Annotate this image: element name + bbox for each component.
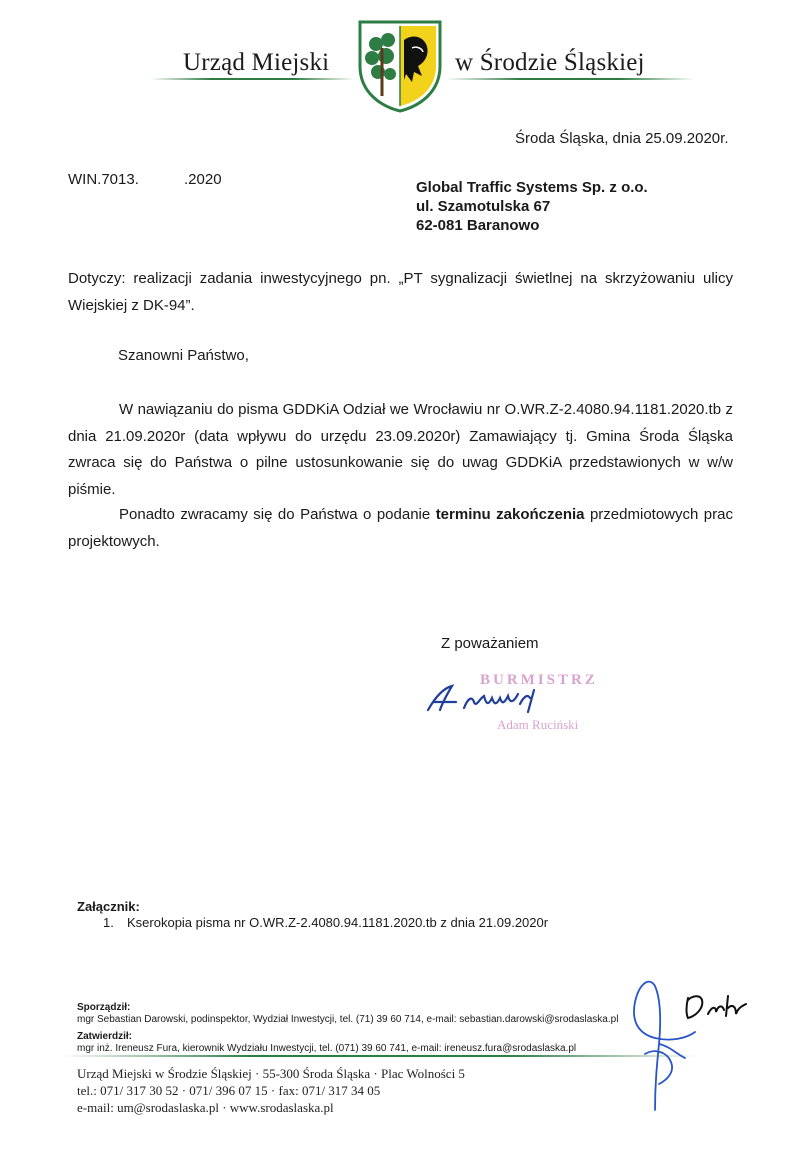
approver-signature-icon [615, 974, 705, 1114]
body-paragraph-2 [68, 502, 733, 555]
attachment-heading: Załącznik: [77, 899, 140, 914]
mayor-signature-icon [424, 682, 584, 716]
recipient-street: ul. Szamotulska 67 [416, 198, 551, 215]
footer-address [77, 1065, 465, 1116]
footer-line-3: e-mail: um@srodaslaska.pl · www.srodaslaska.pl [77, 1100, 334, 1115]
reference-prefix: WIN.7013. [68, 171, 139, 188]
recipient-city: 62-081 Baranowo [416, 217, 540, 234]
coat-of-arms-icon [356, 18, 444, 113]
footer-line-2: tel.: 071/ 317 30 52 · 071/ 396 07 15 · fax: 071/ 317 34 05 [77, 1083, 381, 1098]
recipient-address [416, 178, 648, 235]
office-name-right: w Środzie Śląskiej [455, 49, 645, 76]
approved-text: mgr inż. Ireneusz Fura, kierownik Wydziału Inwestycji, tel. (071) 39 60 741, e-mail: ireneusz.fura@srodaslaska.pl [77, 1043, 577, 1054]
subject-line-1: Dotyczy: realizacji zadania inwestycyjnego pn. „PT sygnalizacji świetlnej na skrzyżowaniu ulicy [68, 270, 733, 287]
paragraph-2-text: Ponadto zwracamy się do Państwa o podanie [119, 506, 436, 523]
body-paragraph-1: W nawiązaniu do pisma GDDKiA Odział we Wrocławiu nr O.WR.Z-2.4080.94.1181.2020.tb z dnia 21.09.2020r (data wpływu do urzędu 23.09.2020r) Zamawiający tj. Gmina Środa Śląska zwraca się do Państwa o pilne ustosunkowanie się do uwag GDDKiA przedstawionych w w/w piśmie. [68, 401, 733, 498]
subject-line-2: Wiejskiej z DK-94”. [68, 296, 195, 314]
paragraph-2-bold: terminu zakończenia [435, 506, 585, 523]
approved-label: Zatwierdził: [77, 1031, 133, 1042]
header-rule-right [445, 78, 695, 80]
prepared-text: mgr Sebastian Darowski, podinspektor, Wydział Inwestycji, tel. (71) 39 60 714, e-mail: sebastian.darowski@srodaslaska.pl [77, 1014, 619, 1025]
stamp-name: Adam Ruciński [497, 717, 579, 732]
office-name-left: Urząd Miejski [183, 49, 330, 76]
recipient-name: Global Traffic Systems Sp. z o.o. [416, 179, 648, 196]
place-and-date: Środa Śląska, dnia 25.09.2020r. [515, 130, 729, 147]
prepared-label: Sporządził: [77, 1002, 131, 1013]
paragraph-2-end: przedmiotowych prac projektowych. [68, 506, 733, 550]
header-rule-left [150, 78, 355, 80]
footer-rule [60, 1055, 700, 1057]
salutation: Szanowni Państwo, [118, 347, 249, 364]
footer-line-1: Urząd Miejski w Środzie Śląskiej · 55-300 Środa Śląska · Plac Wolności 5 [77, 1066, 465, 1081]
stamp-title: BURMISTRZ [480, 672, 598, 688]
subject [68, 266, 733, 319]
closing: Z poważaniem [441, 635, 539, 652]
attachment-item: Kserokopia pisma nr O.WR.Z-2.4080.94.1181.2020.tb z dnia 21.09.2020r [127, 915, 549, 930]
reference-suffix: .2020 [184, 171, 222, 188]
attachment-item-number: 1. [103, 915, 114, 930]
